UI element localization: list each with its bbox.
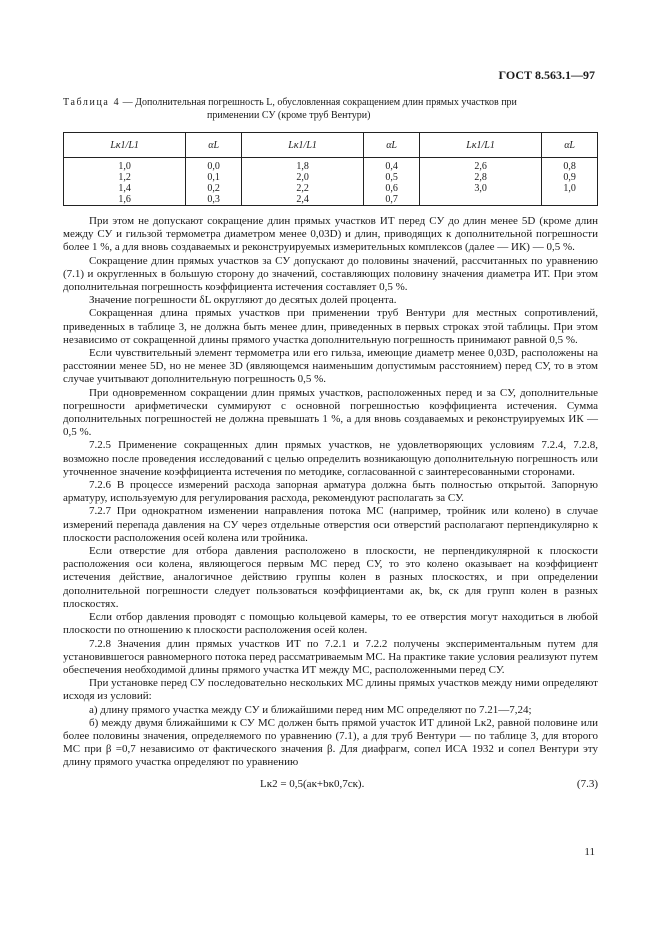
table-header-row [64, 133, 598, 158]
table-cell: 0,0 [186, 158, 242, 173]
paragraph: 7.2.5 Применение сокращенных длин прямых участков, не удовлетворяющих условиям 7.2.4, 7.2.8, возможно после проведения исследований с целью определить возникающую дополнительную погрешность или уточненное значение коэффициента истечения по методике, согласованной с заинтересованными сторонами. [63, 439, 598, 478]
list-item: б) между двумя ближайшими к СУ МС должен быть прямой участок ИТ длиной Lк2, равной половине или более половины значения, определяемого по уравнению (7.1), а для труб Вентури — по таблице 3, для второго МС при β =0,7 независимо от фактического значения β. Для диафрагм, сопел ИСА 1932 и сопел Вентури эту длину прямого участка определяют по уравнению [63, 716, 598, 769]
table-cell: 0,4 [364, 158, 420, 173]
table-cell: 0,7 [364, 194, 420, 206]
table-cell: 1,8 [241, 158, 363, 173]
formula-7-3 [63, 778, 598, 792]
table-header-cell: Lк1/L1 [241, 133, 363, 158]
table-caption [63, 97, 603, 122]
table-cell: 0,9 [542, 172, 598, 183]
paragraph: 7.2.7 При однократном изменении направления потока МС (например, тройник или колено) в случае измерений перепада давления на СУ через отдельные отверстия оси отверстий располагают перпендикулярно к плоскости расположения осей колена или тройника. [63, 505, 598, 544]
paragraph: Сокращенная длина прямых участков при применении труб Вентури для местных сопротивлений, приведенных в таблице 3, не должна быть менее длин, приведенных в первых строках этой таблицы. При этом независимо от сокращенной длины прямого участка дополнительную погрешность принимают равной 0,5 %. [63, 307, 598, 346]
table-row [64, 194, 598, 206]
table-cell: 0,6 [364, 183, 420, 194]
table-cell: 1,0 [64, 158, 186, 173]
table-cell: 0,3 [186, 194, 242, 206]
formula-number: (7.3) [576, 777, 598, 790]
paragraph: При этом не допускают сокращение длин прямых участков ИТ перед СУ до длин менее 5D (кроме длин между СУ и гильзой термометра диаметром менее 0,03D) и длин, приводящих к дополнительной погрешности более 1 %, а для вновь создаваемых и реконструируемых измерительных комплексов (далее — ИК) — 0,5 %. [63, 215, 598, 254]
table-header-cell: αL [364, 133, 420, 158]
table-header-cell: αL [186, 133, 242, 158]
table-caption-line1: — Дополнительная погрешность L, обусловленная сокращением длин прямых участков при [120, 97, 517, 108]
table-cell: 1,6 [64, 194, 186, 206]
table-caption-label: Таблица 4 [63, 97, 121, 108]
paragraph: При одновременном сокращении длин прямых участков, расположенных перед и за СУ, дополнительные погрешности арифметически суммируют с основной погрешностью коэффициента истечения. Сумма дополнительных погрешностей не должна превышать 1 %, а для вновь создаваемых и реконструируемых ИК —0,5 %. [63, 386, 598, 439]
table-cell: 0,1 [186, 172, 242, 183]
table-cell: 2,8 [419, 172, 541, 183]
paragraph: Если чувствительный элемент термометра или его гильза, имеющие диаметр менее 0,03D, расположены на расстоянии менее 5D, но не менее 3D (являющемся наименьшим допустимым расстоянием) перед СУ, то в этом случае учитывают дополнительную погрешность 0,5 %. [63, 347, 598, 386]
table-cell: 2,4 [241, 194, 363, 206]
table-cell: 2,2 [241, 183, 363, 194]
table-cell: 0,5 [364, 172, 420, 183]
table-cell [419, 194, 541, 206]
table-header-cell: αL [542, 133, 598, 158]
body-text [63, 215, 598, 792]
table-cell: 0,8 [542, 158, 598, 173]
paragraph: Если отверстие для отбора давления расположено в плоскости, не перпендикулярной к плоскости расположения оси колена, являющегося первым МС перед СУ, то это колено оказывает на коэффициент истечения действие, аналогичное действию группы колен в разных плоскостях, и при определении дополнительной погрешности следует пользоваться коэффициентами aк, bк, cк для групп колен в разных плоскостях. [63, 545, 598, 610]
document-code: ГОСТ 8.563.1—97 [498, 68, 595, 82]
table-cell: 1,2 [64, 172, 186, 183]
table-cell: 1,0 [542, 183, 598, 194]
table-row [64, 172, 598, 183]
table-4 [63, 132, 598, 206]
table-cell: 1,4 [64, 183, 186, 194]
paragraph: Сокращение длин прямых участков за СУ допускают до половины значений, рассчитанных по уравнению (7.1) и округленных в большую сторону до значений, составляющих половину значения диаметра ИТ. При этом дополнительная погрешность коэффициента истечения составляет 0,5 %. [63, 254, 598, 294]
paragraph: 7.2.6 В процессе измерений расхода запорная арматура должна быть полностью открытой. Запорную арматуру, используемую для регулирования расхода, рекомендуют располагать за СУ. [63, 479, 598, 505]
formula-expression: Lк2 = 0,5(aк+bк0,7cк). [260, 777, 365, 790]
table-row [64, 183, 598, 194]
table-header-cell: Lк1/L1 [64, 133, 186, 158]
table-row [64, 158, 598, 173]
paragraph: Значение погрешности δL округляют до десятых долей процента. [89, 294, 397, 307]
paragraph: При установке перед СУ последовательно нескольких МС длины прямых участков между ними определяют исходя из условий: [63, 677, 598, 703]
table-cell: 3,0 [419, 183, 541, 194]
table-cell: 2,6 [419, 158, 541, 173]
page-number: 11 [584, 846, 595, 858]
table-cell [542, 194, 598, 206]
paragraph: 7.2.8 Значения длин прямых участков ИТ по 7.2.1 и 7.2.2 получены экспериментальным путем для установившегося равномерного потока перед рассматриваемым МС. На практике такие условия реализуют путем обеспечения необходимой длины прямого участка ИТ между МС, расположенными перед СУ. [63, 637, 598, 676]
table-header-cell: Lк1/L1 [419, 133, 541, 158]
paragraph: Если отбор давления проводят с помощью кольцевой камеры, то ее отверстия могут находиться в любой плоскости по отношению к плоскости расположения осей колен. [63, 611, 598, 637]
list-item: а) длину прямого участка между СУ и ближайшими перед ним МС определяют по 7.21—7,24; [89, 703, 532, 716]
table-caption-line2: применении СУ (кроме труб Вентури) [207, 109, 371, 121]
table-cell: 0,2 [186, 183, 242, 194]
table-cell: 2,0 [241, 172, 363, 183]
